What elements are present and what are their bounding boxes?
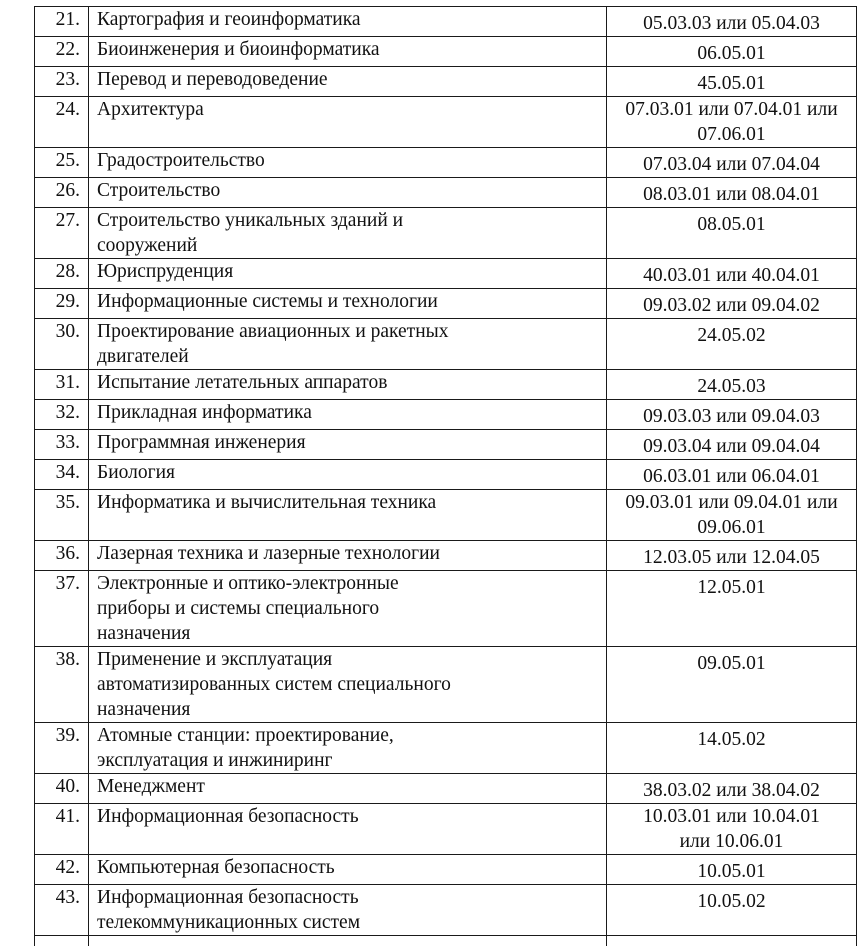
specialty-name-line: Атомные станции: проектирование, [97,723,602,748]
table-row [35,723,857,774]
specialty-name-line: Юриспруденция [97,259,602,284]
specialty-name-line: Испытание летательных аппаратов [97,370,602,395]
specialty-code-line: 09.03.03 или 09.04.03 [611,404,852,429]
row-number: 28. [35,259,89,289]
specialty-name-line: Применение и эксплуатация [97,647,602,672]
specialty-code [607,571,857,647]
row-number: 33. [35,430,89,460]
specialty-name-line: сооружений [97,233,602,258]
specialty-code [607,370,857,400]
specialty-name [89,259,607,289]
specialty-name-line: Проектирование авиационных и ракетных [97,319,602,344]
row-number: 29. [35,289,89,319]
specialty-name-line: Архитектура [97,97,602,122]
specialty-code-line: 12.05.01 [611,575,852,600]
specialty-name-line: Картография и геоинформатика [97,7,602,32]
empty-cell [35,936,89,946]
table-row [35,541,857,571]
specialty-name [89,67,607,97]
specialty-name [89,774,607,804]
row-number: 31. [35,370,89,400]
table-row [35,259,857,289]
row-number: 27. [35,208,89,259]
specialty-code [607,885,857,936]
specialty-code-line: 09.03.04 или 09.04.04 [611,434,852,459]
specialty-code-line: 06.05.01 [611,41,852,66]
table-row [35,647,857,723]
specialty-code-line: 09.05.01 [611,651,852,676]
specialty-code-line: 09.03.01 или 09.04.01 или [611,490,852,515]
specialty-name [89,723,607,774]
row-number: 32. [35,400,89,430]
table-row [35,319,857,370]
specialty-name-line: Биология [97,460,602,485]
specialty-name [89,804,607,855]
specialty-code [607,804,857,855]
table-row [35,804,857,855]
specialty-code-line: 09.06.01 [611,515,852,540]
specialty-name [89,97,607,148]
specialty-name-line: Лазерная техника и лазерные технологии [97,541,602,566]
specialty-code-line: 12.03.05 или 12.04.05 [611,545,852,570]
specialty-code [607,400,857,430]
specialty-code-line: 08.03.01 или 08.04.01 [611,182,852,207]
specialty-name-line: приборы и системы специального [97,596,602,621]
specialty-code [607,178,857,208]
specialty-code-line: 07.06.01 [611,122,852,147]
specialty-name [89,148,607,178]
specialty-name-line: назначения [97,621,602,646]
specialty-code [607,430,857,460]
specialty-name-line: Строительство уникальных зданий и [97,208,602,233]
row-number: 38. [35,647,89,723]
specialty-name [89,319,607,370]
row-number: 41. [35,804,89,855]
specialty-code-line: 06.03.01 или 06.04.01 [611,464,852,489]
specialty-code [607,289,857,319]
specialty-code-line: 40.03.01 или 40.04.01 [611,263,852,288]
specialty-code [607,647,857,723]
specialty-name-line: Градостроительство [97,148,602,173]
specialty-name [89,490,607,541]
specialty-name-line: Строительство [97,178,602,203]
table-row [35,289,857,319]
specialty-code [607,67,857,97]
specialty-code [607,723,857,774]
table-row [35,885,857,936]
specialty-name-line: двигателей [97,344,602,369]
specialty-name [89,400,607,430]
specialty-code [607,97,857,148]
empty-cell [89,936,607,946]
row-number: 30. [35,319,89,370]
specialty-code [607,460,857,490]
row-number: 35. [35,490,89,541]
table-row [35,148,857,178]
specialty-name-line: Менеджмент [97,774,602,799]
specialty-code [607,855,857,885]
specialty-name-line: Компьютерная безопасность [97,855,602,880]
specialty-code [607,7,857,37]
specialty-name [89,460,607,490]
specialty-name-line: телекоммуникационных систем [97,910,602,935]
specialty-code-line: 09.03.02 или 09.04.02 [611,293,852,318]
specialty-name-line: Информационная безопасность [97,885,602,910]
row-number: 23. [35,67,89,97]
specialty-name-line: Биоинженерия и биоинформатика [97,37,602,62]
table-row [35,67,857,97]
table-row [35,208,857,259]
specialty-name [89,37,607,67]
row-number: 25. [35,148,89,178]
specialty-name-line: эксплуатация и инжиниринг [97,748,602,773]
specialty-name-line: Информационные системы и технологии [97,289,602,314]
specialty-code [607,259,857,289]
specialty-code [607,37,857,67]
table-row [35,37,857,67]
row-number: 39. [35,723,89,774]
row-number: 40. [35,774,89,804]
specialty-code [607,208,857,259]
specialty-code-line: 07.03.01 или 07.04.01 или [611,97,852,122]
specialty-name [89,647,607,723]
specialty-code [607,490,857,541]
specialty-name [89,208,607,259]
row-number: 24. [35,97,89,148]
specialty-name [89,541,607,571]
table-row [35,178,857,208]
specialty-name [89,289,607,319]
specialty-code-line: 24.05.03 [611,374,852,399]
table-row [35,490,857,541]
specialty-code-line: или 10.06.01 [611,829,852,854]
specialty-code-line: 10.05.02 [611,889,852,914]
table-row [35,774,857,804]
specialty-code-line: 05.03.03 или 05.04.03 [611,11,852,36]
specialty-code-line: 08.05.01 [611,212,852,237]
table-row [35,370,857,400]
table-row [35,430,857,460]
row-number: 37. [35,571,89,647]
specialty-name-line: назначения [97,697,602,722]
row-number: 26. [35,178,89,208]
row-number: 42. [35,855,89,885]
specialty-name-line: Информатика и вычислительная техника [97,490,602,515]
specialty-name-line: Электронные и оптико-электронные [97,571,602,596]
row-number: 43. [35,885,89,936]
row-number: 36. [35,541,89,571]
row-number: 22. [35,37,89,67]
specialty-code-line: 45.05.01 [611,71,852,96]
specialty-name-line: Перевод и переводоведение [97,67,602,92]
row-number: 21. [35,7,89,37]
table-row [35,7,857,37]
table-row [35,400,857,430]
table-row [35,571,857,647]
specialty-code [607,541,857,571]
table-row [35,97,857,148]
specialty-code-line: 10.05.01 [611,859,852,884]
empty-cell [607,936,857,946]
specialty-name [89,571,607,647]
row-number: 34. [35,460,89,490]
specialties-table [34,6,857,946]
specialty-code-line: 38.03.02 или 38.04.02 [611,778,852,803]
specialty-code-line: 10.03.01 или 10.04.01 [611,804,852,829]
specialty-name [89,885,607,936]
table-row-cutoff [35,936,857,946]
specialty-name-line: Прикладная информатика [97,400,602,425]
specialty-name [89,178,607,208]
table-row [35,855,857,885]
specialty-name [89,430,607,460]
specialty-code [607,319,857,370]
specialty-code-line: 14.05.02 [611,727,852,752]
specialty-code [607,774,857,804]
specialty-code [607,148,857,178]
specialty-name-line: автоматизированных систем специального [97,672,602,697]
specialty-name [89,370,607,400]
table-row [35,460,857,490]
table-body [35,7,857,946]
specialty-name [89,855,607,885]
specialty-code-line: 07.03.04 или 07.04.04 [611,152,852,177]
specialty-code-line: 24.05.02 [611,323,852,348]
specialty-name-line: Программная инженерия [97,430,602,455]
specialty-name [89,7,607,37]
specialty-name-line: Информационная безопасность [97,804,602,829]
